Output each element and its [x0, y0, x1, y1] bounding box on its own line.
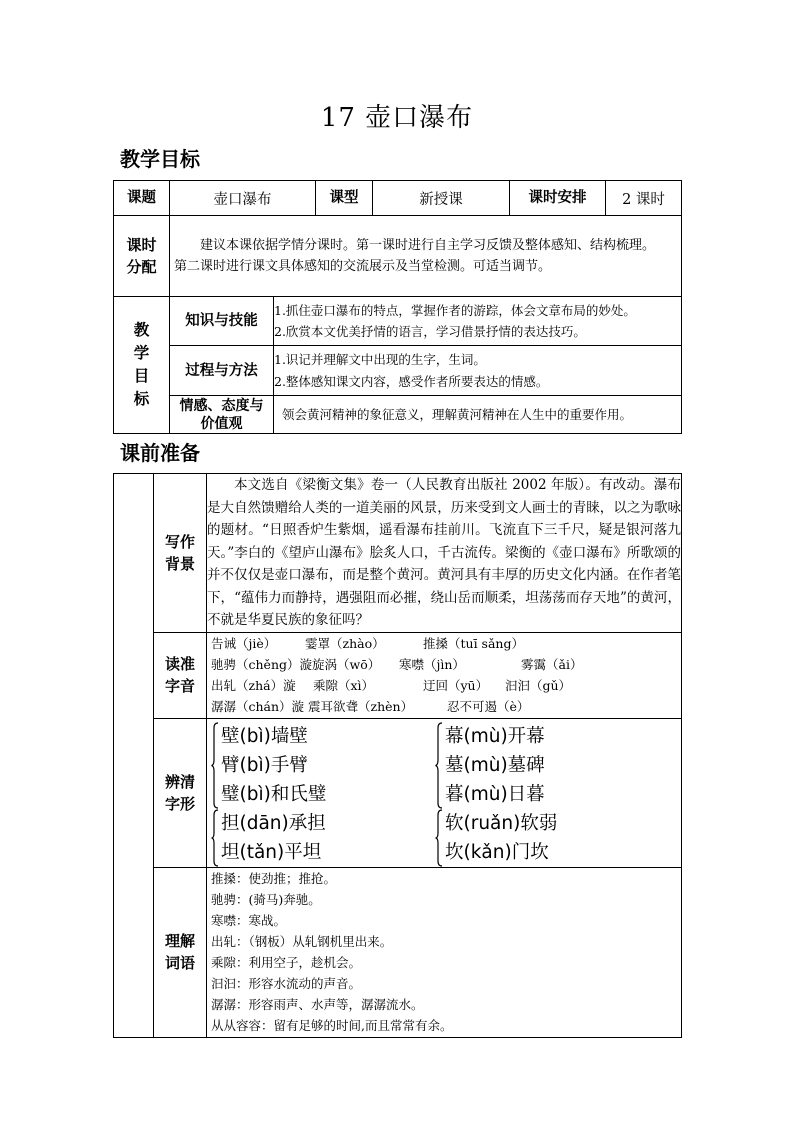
- goals-label: 教 学 目 标: [114, 297, 170, 434]
- forms-cell: [207, 718, 682, 867]
- topic-label: 课题: [114, 181, 170, 216]
- brace-icon: [211, 809, 219, 867]
- section-heading-objectives: 教学目标: [120, 147, 200, 171]
- allocation-label: 课时 分配: [114, 216, 170, 297]
- background-label: 写作 背景: [154, 474, 207, 633]
- process-items: 1.识记并理解文中出现的生字，生词。 2.整体感知课文内容，感受作者所要表达的情感。: [274, 346, 682, 396]
- schedule-label: 课时安排: [510, 181, 606, 216]
- section-heading-preparation: 课前准备: [120, 441, 200, 465]
- definition-item: 乘隙：利用空子，趁机会。: [211, 955, 362, 970]
- knowledge-items: 1.抓住壶口瀑布的特点，掌握作者的游踪，体会文章布局的妙处。 2.欣赏本文优美抒情的语言，学习借景抒情的表达技巧。: [274, 297, 682, 346]
- form-item: 墓(mù)墓碑: [445, 754, 545, 776]
- brace-icon: [211, 722, 219, 809]
- form-item: 臂(bì)手臂: [221, 754, 308, 776]
- pronunciation-label: 读准 字音: [154, 632, 207, 718]
- definitions-list: [207, 867, 682, 1037]
- type-label: 课型: [316, 181, 373, 216]
- brace-icon: [435, 809, 443, 867]
- form-item: 璧(bì)和氏璧: [221, 783, 327, 805]
- pronunciation-row: 告诫（jiè） 霎罩（zhào） 推搡（tuī sǎng）: [211, 636, 524, 651]
- definition-item: 从从容容：留有足够的时间,而且常常有余。: [211, 1018, 453, 1033]
- objectives-table: [113, 180, 682, 434]
- forms-label: 辨清 字形: [154, 718, 207, 867]
- form-item: 暮(mù)日暮: [445, 783, 545, 805]
- definition-item: 寒噤：寒战。: [211, 913, 287, 928]
- form-item: 坦(tǎn)平坦: [221, 841, 322, 863]
- form-item: 坎(kǎn)门坎: [445, 841, 549, 863]
- pronunciation-row: 潺潺（chán）漩 震耳欲聋（zhèn） 忍不可遏（è）: [211, 699, 530, 714]
- document-title: 17 壶口瀑布: [320, 103, 474, 133]
- form-item: 幕(mù)开幕: [445, 725, 545, 747]
- definition-item: 出轧：（钢板）从轧钢机里出来。: [211, 934, 393, 949]
- definition-item: 潺潺：形容雨声、水声等，潺潺流水。: [211, 997, 424, 1012]
- definition-item: 推搡：使劲推；推抢。: [211, 871, 337, 886]
- words-label: 理解 词语: [154, 867, 207, 1037]
- background-text: 本文选自《梁衡文集》卷一（人民教育出版社 2002 年版）。有改动。瀑布是大自然馈赠给人类的一道美丽的风景，历来受到文人画士的青睐，以之为歌咏的题材。“日照香炉生紫烟，遥看瀑布挂前川。飞流直下三千尺，疑是银河落九天。”李白的《望庐山瀑布》脍炙人口，千古流传。梁衡的《壶口瀑布》所歌颂的并不仅仅是壶口瀑布，而是整个黄河。黄河具有丰厚的历史文化内涵。在作者笔下，“蕴伟力而静持，遇强阻而必摧，绕山岳而顺柔，坦荡荡而存天地”的黄河，不就是华夏民族的象征吗？: [207, 474, 682, 633]
- process-label: 过程与方法: [170, 346, 274, 396]
- definition-item: 汩汩：形容水流动的声音。: [211, 976, 362, 991]
- pronunciation-row: 出轧（zhá）漩 乘隙（xì） 迂回（yū） 汩汩（gǔ）: [211, 678, 572, 693]
- allocation-text: 建议本课依据学情分课时。第一课时进行自主学习反馈及整体感知、结构梳理。 第二课时进行课文具体感知的交流展示及当堂检测。可适当调节。: [170, 216, 682, 297]
- character-forms: [207, 719, 681, 867]
- topic-value: 壶口瀑布: [170, 181, 316, 216]
- type-value: 新授课: [373, 181, 510, 216]
- form-item: 软(ruǎn)软弱: [445, 812, 558, 834]
- emotion-text: 领会黄河精神的象征意义，理解黄河精神在人生中的重要作用。: [274, 396, 682, 434]
- form-item: 担(dān)承担: [221, 812, 326, 834]
- form-item: 壁(bì)墙壁: [221, 725, 308, 747]
- knowledge-label: 知识与技能: [170, 297, 274, 346]
- brace-icon: [435, 722, 443, 809]
- definition-item: 驰骋：(骑马)奔驰。: [211, 892, 321, 907]
- emotion-label: 情感、态度与 价值观: [170, 396, 274, 434]
- preparation-side-column: [114, 474, 154, 1038]
- pronunciation-row: 驰骋（chěng）漩旋涡（wō） 寒噤（jìn） 雾霭（ǎi）: [211, 657, 583, 672]
- pronunciation-list: [207, 632, 682, 718]
- schedule-value: 2 课时: [606, 181, 682, 216]
- preparation-table: [113, 473, 682, 1038]
